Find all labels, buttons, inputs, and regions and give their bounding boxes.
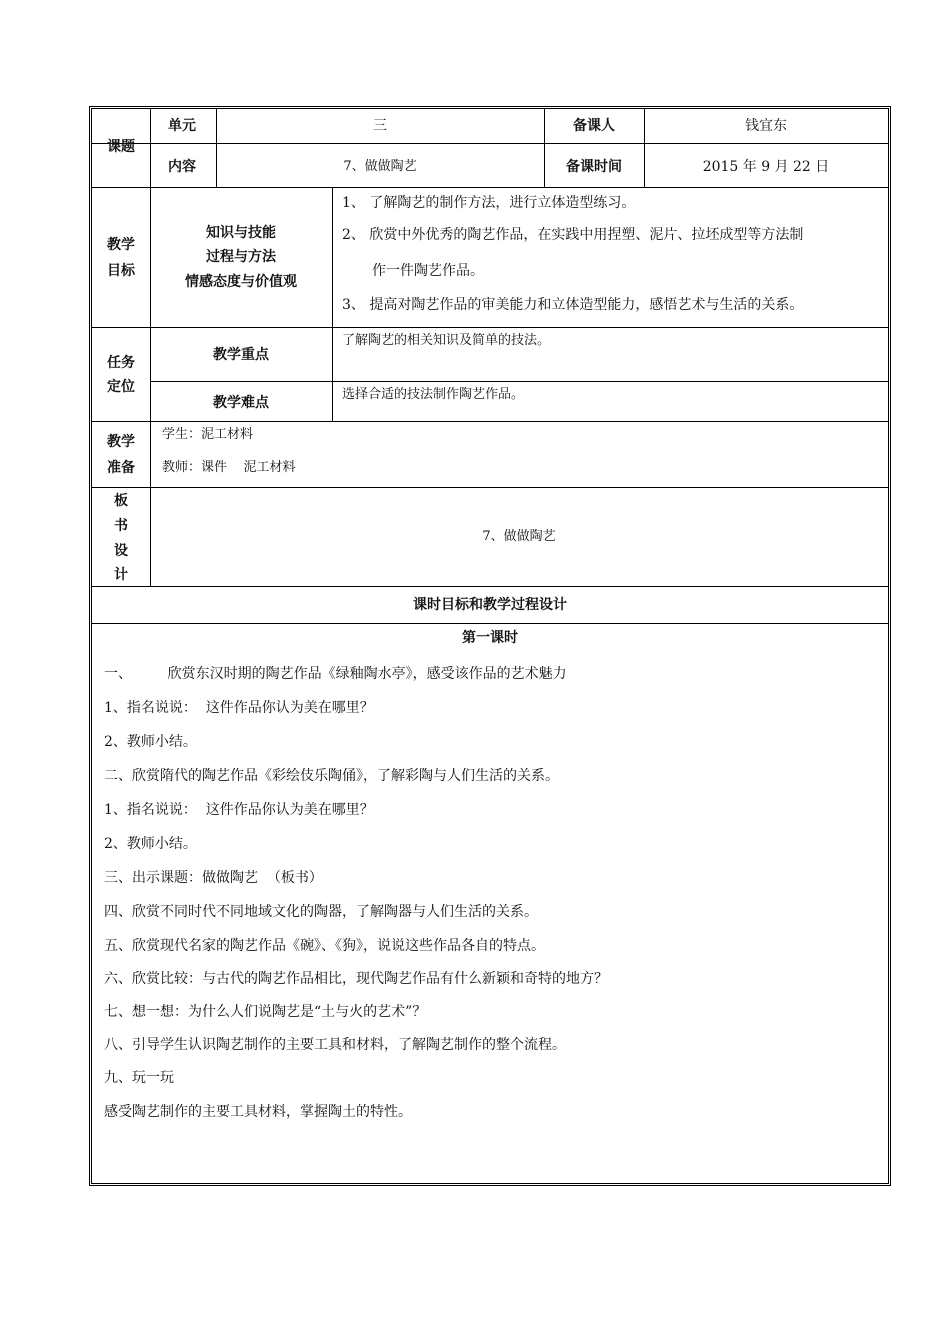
preparer-value: 钱宜东 xyxy=(745,118,787,134)
grid-line xyxy=(92,327,888,328)
board-label-char: 计 xyxy=(114,567,128,583)
board-label-char: 设 xyxy=(114,543,128,559)
date-value: 2015 年 9 月 22 日 xyxy=(702,159,830,175)
key-point-label: 教学重点 xyxy=(213,347,269,363)
board-design-value: 7、做做陶艺 xyxy=(482,529,556,544)
process-line: 一、 欣赏东汉时期的陶艺作品《绿釉陶水亭》，感受该作品的艺术魅力 xyxy=(104,666,567,682)
preparer-label: 备课人 xyxy=(573,118,615,134)
prep-label-1: 教学 xyxy=(107,434,135,450)
task-label-1: 任务 xyxy=(107,355,135,371)
objective-item: 1、 了解陶艺的制作方法，进行立体造型练习。 xyxy=(342,195,636,211)
objective-item: 3、 提高对陶艺作品的审美能力和立体造型能力，感悟艺术与生活的关系。 xyxy=(342,297,804,313)
lesson-title: 第一课时 xyxy=(462,630,518,646)
process-line: 1、指名说说： 这件作品你认为美在哪里？ xyxy=(104,802,374,818)
objective-dimension: 过程与方法 xyxy=(206,249,276,265)
process-line: 感受陶艺制作的主要工具材料，掌握陶土的特性。 xyxy=(104,1104,412,1120)
date-label: 备课时间 xyxy=(566,159,622,175)
process-section-title: 课时目标和教学过程设计 xyxy=(413,597,567,613)
teacher-materials: 教师：课件 泥工材料 xyxy=(162,460,296,475)
content-value: 7、做做陶艺 xyxy=(343,159,417,174)
unit-value: 三 xyxy=(373,118,387,134)
grid-line xyxy=(92,623,888,624)
grid-line xyxy=(332,187,333,421)
process-line: 1、指名说说： 这件作品你认为美在哪里？ xyxy=(104,700,374,716)
objective-dimension: 知识与技能 xyxy=(206,225,276,241)
task-label-2: 定位 xyxy=(107,379,135,395)
objective-item: 作一件陶艺作品。 xyxy=(372,263,484,279)
board-label-char: 书 xyxy=(114,518,128,534)
process-line: 四、欣赏不同时代不同地域文化的陶器，了解陶器与人们生活的关系。 xyxy=(104,904,538,920)
process-line: 五、欣赏现代名家的陶艺作品《碗》、《狗》，说说这些作品各自的特点。 xyxy=(104,938,545,954)
student-materials: 学生：泥工材料 xyxy=(162,427,254,442)
objectives-label-1: 教学 xyxy=(107,237,135,253)
grid-line xyxy=(92,487,888,488)
grid-line xyxy=(92,143,888,144)
process-line: 2、教师小结。 xyxy=(104,836,197,852)
process-line: 七、想一想：为什么人们说陶艺是“土与火的艺术”？ xyxy=(104,1004,427,1020)
lesson-plan-table xyxy=(89,106,891,1186)
grid-line xyxy=(150,381,888,382)
difficulty-value: 选择合适的技法制作陶艺作品。 xyxy=(342,387,525,402)
key-point-value: 了解陶艺的相关知识及简单的技法。 xyxy=(342,333,551,348)
grid-line xyxy=(92,421,888,422)
grid-line xyxy=(92,187,888,188)
process-line: 三、出示课题：做做陶艺 （板书） xyxy=(104,870,323,886)
objective-item: 2、 欣赏中外优秀的陶艺作品，在实践中用捏塑、泥片、拉坯成型等方法制 xyxy=(342,227,804,243)
objective-dimension: 情感态度与价值观 xyxy=(185,274,297,290)
topic-label: 课题 xyxy=(107,139,135,155)
process-line: 二、欣赏隋代的陶艺作品《彩绘伎乐陶俑》，了解彩陶与人们生活的关系。 xyxy=(104,768,559,784)
process-line: 八、引导学生认识陶艺制作的主要工具和材料，了解陶艺制作的整个流程。 xyxy=(104,1037,566,1053)
unit-label: 单元 xyxy=(168,118,196,134)
process-line: 六、欣赏比较：与古代的陶艺作品相比，现代陶艺作品有什么新颖和奇特的地方？ xyxy=(104,971,608,987)
content-label: 内容 xyxy=(168,159,196,175)
process-line: 九、玩一玩 xyxy=(104,1070,174,1086)
board-label-char: 板 xyxy=(114,493,128,509)
prep-label-2: 准备 xyxy=(107,460,135,476)
objectives-label-2: 目标 xyxy=(107,263,135,279)
grid-line xyxy=(92,586,888,587)
process-line: 2、教师小结。 xyxy=(104,734,197,750)
difficulty-label: 教学难点 xyxy=(213,395,269,411)
